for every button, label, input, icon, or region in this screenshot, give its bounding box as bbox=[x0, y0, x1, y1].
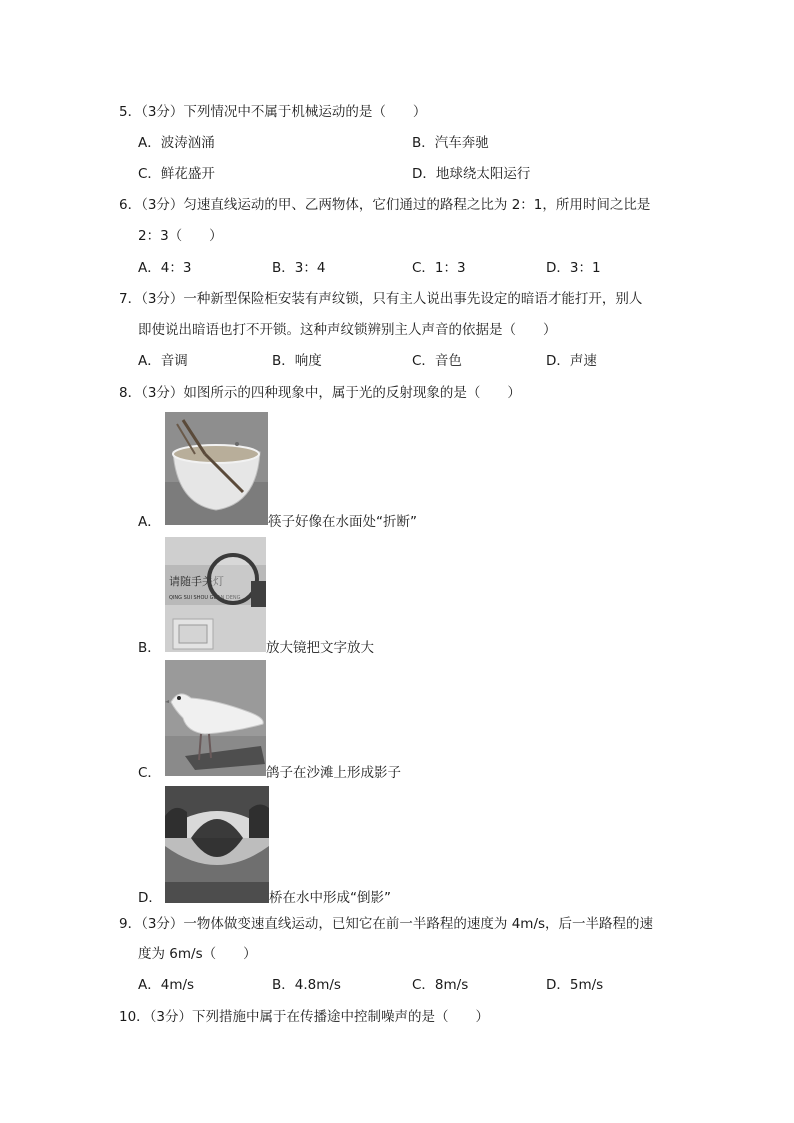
question-9-option-a: A．4m/s bbox=[138, 977, 195, 993]
question-8-option-d-letter: D． bbox=[138, 890, 162, 906]
question-7-option-d: D．声速 bbox=[546, 353, 597, 369]
question-8-option-a-caption: 筷子好像在水面处“折断” bbox=[268, 514, 417, 530]
question-6-option-b: B．3：4 bbox=[272, 260, 326, 276]
question-7-stem-line1: 7．（3分）一种新型保险柜安装有声纹锁，只有主人说出事先设定的暗语才能打开，别人 bbox=[119, 291, 643, 307]
question-5-stem: 5．（3分）下列情况中不属于机械运动的是（ ） bbox=[119, 104, 427, 120]
question-6-stem-line1: 6．（3分）匀速直线运动的甲、乙两物体，它们通过的路程之比为 2：1，所用时间之比是 bbox=[119, 197, 651, 213]
question-5-option-d: D．地球绕太阳运行 bbox=[412, 166, 531, 182]
question-5-option-c: C．鲜花盛开 bbox=[138, 166, 215, 182]
magnifier-sign-image bbox=[165, 537, 266, 652]
chopsticks-bowl-image bbox=[165, 412, 268, 525]
question-7-option-a: A．音调 bbox=[138, 353, 188, 369]
question-9-stem-line1: 9．（3分）一物体做变速直线运动，已知它在前一半路程的速度为 4m/s，后一半路程的速 bbox=[119, 916, 654, 932]
question-9-option-c: C．8m/s bbox=[412, 977, 469, 993]
question-7-stem-line2: 即使说出暗语也打不开锁。这种声纹锁辨别主人声音的依据是（ ） bbox=[138, 322, 557, 338]
question-9-stem-line2: 度为 6m/s（ ） bbox=[138, 946, 257, 962]
question-9-option-d: D．5m/s bbox=[546, 977, 604, 993]
question-8-option-b-caption: 放大镜把文字放大 bbox=[266, 640, 374, 656]
question-6-option-a: A．4：3 bbox=[138, 260, 192, 276]
sign-text: 请随手关灯 bbox=[169, 575, 224, 588]
question-8-option-b-letter: B． bbox=[138, 640, 161, 656]
question-10-stem: 10．（3分）下列措施中属于在传播途中控制噪声的是（ ） bbox=[119, 1009, 490, 1025]
question-6-option-c: C．1：3 bbox=[412, 260, 466, 276]
bridge-reflection-image bbox=[165, 786, 269, 903]
question-9-option-b: B．4.8m/s bbox=[272, 977, 341, 993]
question-8-option-a-letter: A． bbox=[138, 514, 161, 530]
question-5-option-a: A．波涛汹涌 bbox=[138, 135, 215, 151]
question-6-stem-line2: 2：3（ ） bbox=[138, 228, 223, 244]
question-7-option-b: B．响度 bbox=[272, 353, 322, 369]
pigeon-shadow-image bbox=[165, 660, 266, 776]
question-6-option-d: D．3：1 bbox=[546, 260, 601, 276]
question-5-option-b: B．汽车奔驰 bbox=[412, 135, 489, 151]
question-8-option-d-caption: 桥在水中形成“倒影” bbox=[269, 890, 391, 906]
question-7-option-c: C．音色 bbox=[412, 353, 462, 369]
question-8-stem: 8．（3分）如图所示的四种现象中，属于光的反射现象的是（ ） bbox=[119, 385, 521, 401]
sign-pinyin: QING SUI SHOU GUAN DENG bbox=[169, 595, 241, 601]
question-8-option-c-caption: 鸽子在沙滩上形成影子 bbox=[266, 765, 401, 781]
question-8-option-c-letter: C． bbox=[138, 765, 161, 781]
